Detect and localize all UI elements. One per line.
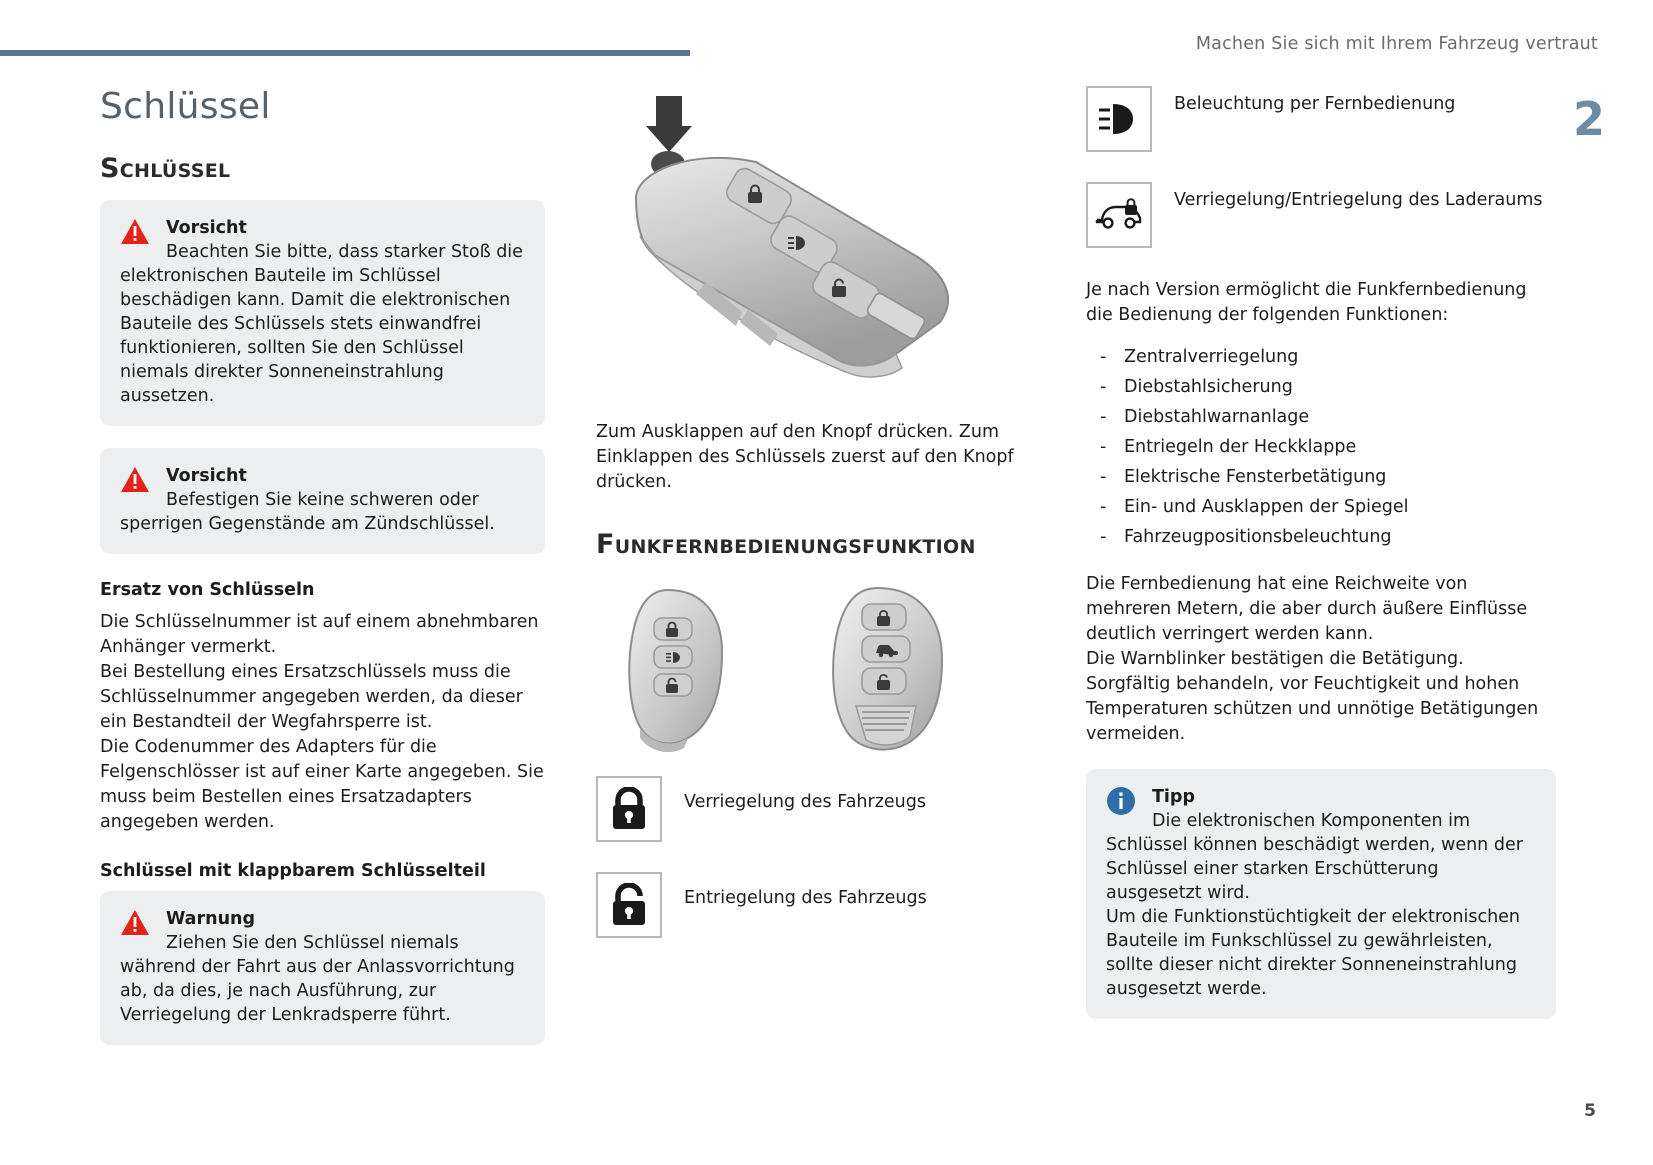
paragraph-reichweite: Die Fernbedienung hat eine Reichweite von mehreren Metern, die aber durch äußere Einflüsse deutlich verringert werden kann. — [1086, 574, 1528, 644]
paragraph-schluesselnummer: Die Schlüsselnummer ist auf einem abnehmbaren Anhänger vermerkt. — [100, 612, 539, 657]
left-column — [100, 86, 545, 1067]
paragraph-ersatzschluessel: Bei Bestellung eines Ersatzschlüssels muss die Schlüsselnummer angegeben werden, da dieser ein Bestandteil der Wegfahrsperre ist. — [100, 662, 523, 732]
paragraph-codenummer: Die Codenummer des Adapters für die Felgenschlösser ist auf einer Karte angegeben. Sie muss beim Bestellen eines Ersatzadapters angegeben werden. — [100, 737, 544, 832]
callout-text-value-1: Die elektronischen Komponenten im Schlüssel können beschädigt werden, wenn der Schlüssel einer starken Erschütterung ausgesetzt wird. — [1106, 811, 1523, 903]
info-circle-icon — [1106, 786, 1136, 816]
list-item: - Diebstahlwarnanlage — [1086, 402, 1556, 432]
callout-text — [120, 240, 525, 408]
list-item: - Ein- und Ausklappen der Spiegel — [1086, 492, 1556, 522]
padlock-open-icon — [596, 872, 662, 938]
middle-column — [596, 86, 1036, 968]
flip-key-illustration — [596, 86, 1036, 406]
paragraph-warnblinker: Die Warnblinker bestätigen die Betätigung. — [1086, 649, 1464, 669]
section-heading-text: Schlüssel — [100, 153, 231, 184]
icon-row-boot-lock — [1086, 182, 1556, 248]
callout-vorsicht-2 — [100, 448, 545, 554]
callout-text-1 — [1106, 809, 1536, 905]
icon-label-lock: Verriegelung des Fahrzeugs — [684, 792, 926, 812]
section-heading-funkfernbedienung — [596, 529, 1036, 560]
callout-label: Warnung — [166, 909, 256, 929]
icon-label-unlock: Entriegelung des Fahrzeugs — [684, 888, 927, 908]
headlight-beam-icon — [1086, 86, 1152, 152]
icon-label-remote-lighting: Beleuchtung per Fernbedienung — [1174, 94, 1456, 114]
padlock-closed-icon — [596, 776, 662, 842]
running-header-title: Machen Sie sich mit Ihrem Fahrzeug vertraut — [1195, 34, 1598, 54]
callout-text-value: Beachten Sie bitte, dass starker Stoß die elektronischen Bauteile im Schlüssel beschädigen kann. Damit die elektronischen Bauteile des Schlüssels stets einwandfrei funktionieren, sollten Sie den Schlüssel niemals direkter Sonneneinstrahlung aussetzen. — [120, 242, 523, 406]
list-item: - Entriegeln der Heckklappe — [1086, 432, 1556, 462]
subheading-klappbarer-schluessel: Schlüssel mit klappbarem Schlüsselteil — [100, 861, 486, 881]
icon-label-boot-lock: Verriegelung/Entriegelung des Laderaums — [1174, 190, 1543, 210]
right-column — [1086, 86, 1556, 1041]
callout-warnung — [100, 891, 545, 1045]
paragraph-sorgfaeltig: Sorgfältig behandeln, vor Feuchtigkeit und hohen Temperaturen schützen und unnötige Betätigungen vermeiden. — [1086, 674, 1539, 744]
icon-row-lock — [596, 776, 1036, 842]
callout-text-value: Ziehen Sie den Schlüssel niemals während der Fahrt aus der Anlassvorrichtung ab, da dies, je nach Ausführung, zur Verriegelung der Lenkradsperre führt. — [120, 933, 515, 1025]
callout-tipp — [1086, 769, 1556, 1019]
callout-label: Vorsicht — [166, 218, 247, 238]
list-item: - Fahrzeugpositionsbeleuchtung — [1086, 522, 1556, 552]
warning-triangle-icon — [120, 466, 150, 493]
list-item: - Zentralverriegelung — [1086, 342, 1556, 372]
list-item: - Elektrische Fensterbetätigung — [1086, 462, 1556, 492]
section-heading-schluessel — [100, 153, 545, 184]
key-caption: Zum Ausklappen auf den Knopf drücken. Zum Einklappen des Schlüssels zuerst auf den Knopf drücken. — [596, 422, 1014, 492]
section-heading-text: Funkfernbedienungsfunktion — [596, 529, 976, 560]
warning-triangle-icon — [120, 909, 150, 936]
callout-text — [120, 931, 525, 1027]
header-accent-rule — [0, 50, 690, 56]
car-boot-lock-icon — [1086, 182, 1152, 248]
callout-text-value: Befestigen Sie keine schweren oder sperrigen Gegenstände am Zündschlüssel. — [120, 490, 495, 534]
callout-label: Vorsicht — [166, 466, 247, 486]
callout-text — [120, 488, 525, 536]
paragraph-intro-functions: Je nach Version ermöglicht die Funkfernbedienung die Bedienung der folgenden Funktionen: — [1086, 280, 1527, 325]
warning-triangle-icon — [120, 218, 150, 245]
page-title: Schlüssel — [100, 86, 271, 127]
chapter-number: 2 — [1572, 92, 1605, 146]
subheading-ersatz-von-schluesseln: Ersatz von Schlüsseln — [100, 580, 315, 600]
callout-text-2: Um die Funktionstüchtigkeit der elektronischen Bauteile im Funkschlüssel zu gewährleisten, sollte dieser nicht direkter Sonneneinstrahlung ausgesetzt werde. — [1106, 907, 1521, 999]
list-item: - Diebstahlsicherung — [1086, 372, 1556, 402]
callout-label: Tipp — [1152, 787, 1195, 807]
icon-row-unlock — [596, 872, 1036, 938]
two-remote-keys-illustration — [596, 584, 1036, 754]
callout-vorsicht-1 — [100, 200, 545, 426]
icon-row-remote-lighting — [1086, 86, 1556, 152]
page-number: 5 — [1584, 1101, 1596, 1121]
function-list — [1086, 342, 1556, 552]
